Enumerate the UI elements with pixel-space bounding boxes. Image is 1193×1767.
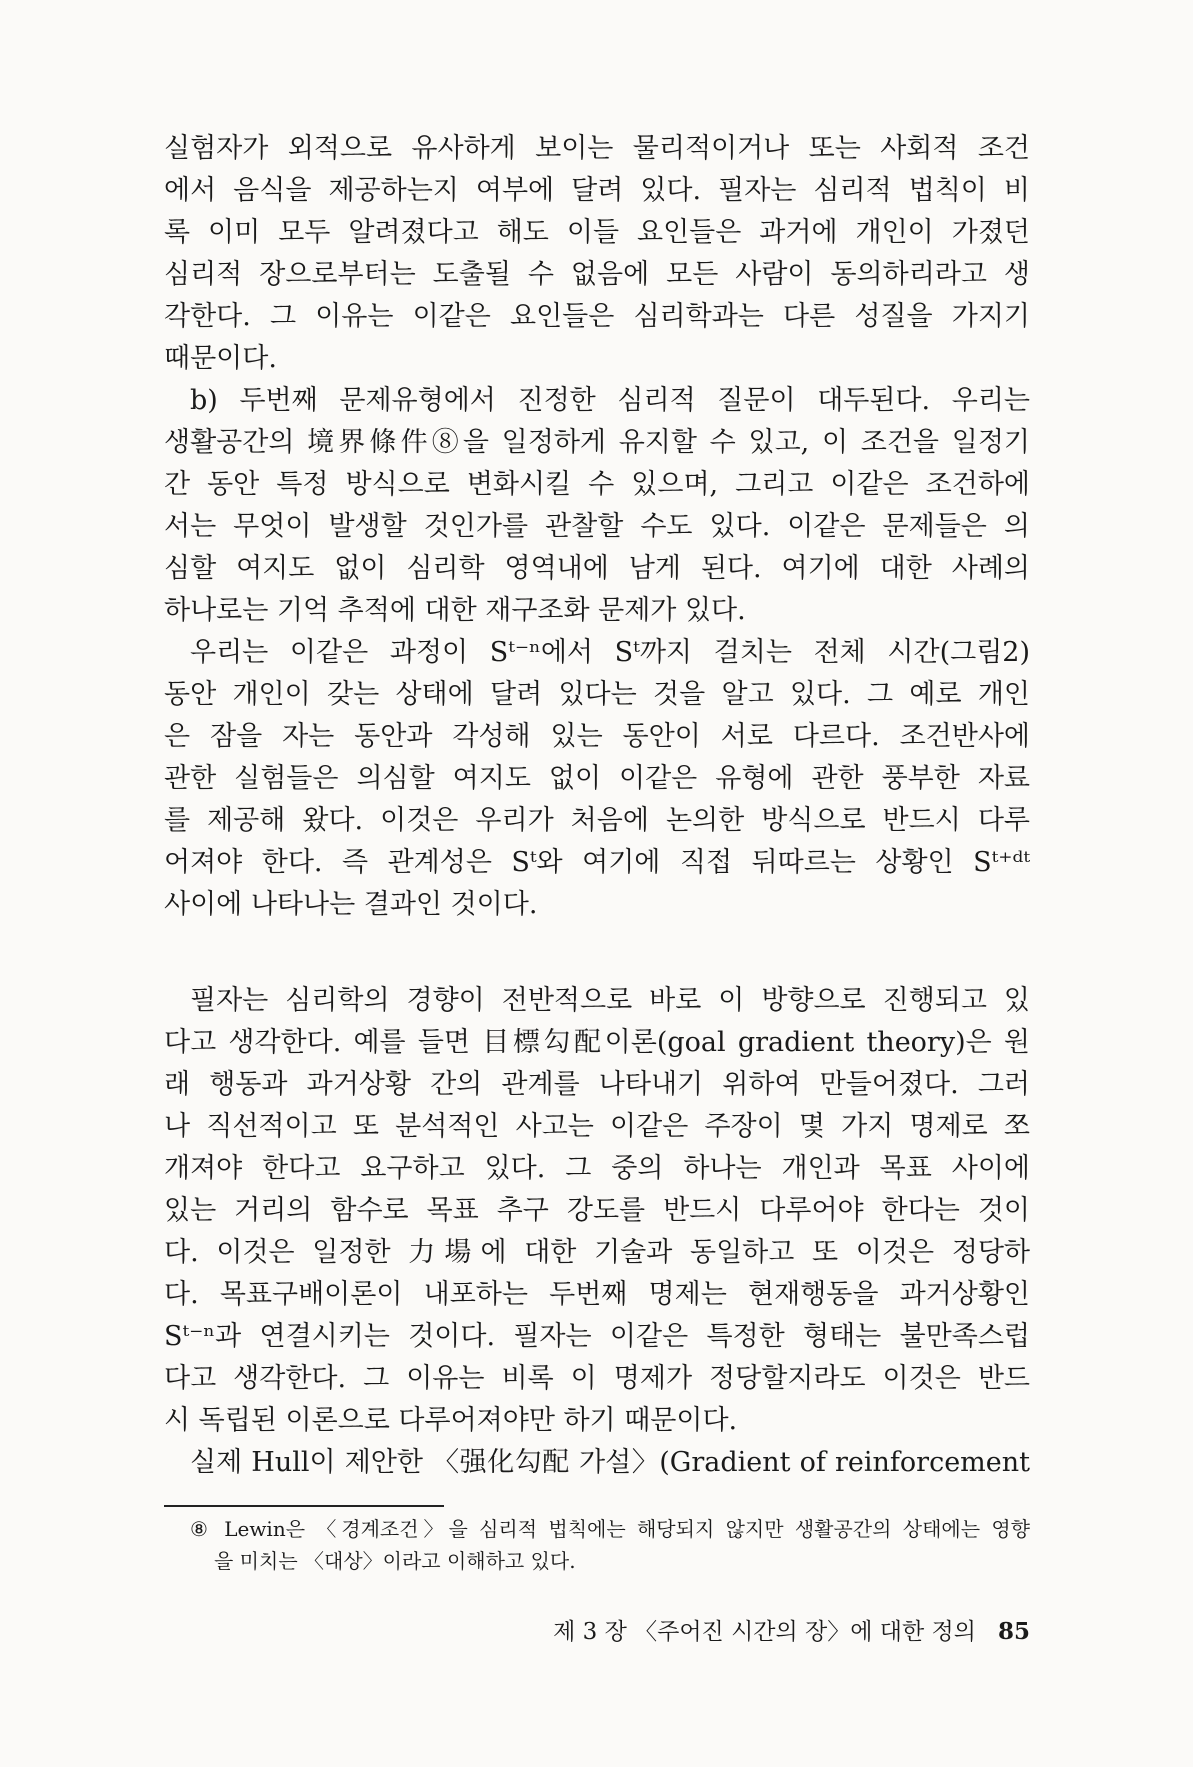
- text-line: 서는 무엇이 발생할 것인가를 관찰할 수도 있다. 이같은 문제들은 의: [164, 511, 1030, 542]
- text-line: 래 행동과 과거상황 간의 관계를 나타내기 위하여 만들어졌다. 그러: [164, 1069, 1030, 1100]
- page-number: 85: [997, 1618, 1030, 1645]
- text-line: 다고 생각한다. 예를 들면 目標勾配이론(goal gradient theory)은 원: [164, 1027, 1030, 1058]
- text-line: 사이에 나타나는 결과인 것이다.: [164, 889, 538, 920]
- footnote-divider: [164, 1505, 444, 1507]
- text-line: 생활공간의 境界條件⑧을 일정하게 유지할 수 있고, 이 조건을 일정기: [164, 427, 1030, 458]
- text-line: 시 독립된 이론으로 다루어져야만 하기 때문이다.: [164, 1405, 738, 1436]
- text-line: 필자는 심리학의 경향이 전반적으로 바로 이 방향으로 진행되고 있: [190, 985, 1030, 1016]
- chapter-title: 제 3 장 〈주어진 시간의 장〉에 대한 정의: [553, 1619, 976, 1645]
- text-line: Sᵗ⁻ⁿ과 연결시키는 것이다. 필자는 이같은 특정한 형태는 불만족스럽: [164, 1321, 1030, 1352]
- text-line: 나 직선적이고 또 분석적인 사고는 이같은 주장이 몇 가지 명제로 쪼: [164, 1111, 1030, 1142]
- text-line: 를 제공해 왔다. 이것은 우리가 처음에 논의한 방식으로 반드시 다루: [164, 805, 1030, 836]
- text-line: 실제 Hull이 제안한 〈强化勾配 가설〉(Gradient of reinforcement: [190, 1447, 1030, 1478]
- text-line: 록 이미 모두 알려졌다고 해도 이들 요인들은 과거에 개인이 가졌던: [164, 217, 1030, 248]
- running-footer: [553, 1615, 1030, 1649]
- text-line: 실험자가 외적으로 유사하게 보이는 물리적이거나 또는 사회적 조건: [164, 133, 1030, 164]
- text-line: 동안 개인이 갖는 상태에 달려 있다는 것을 알고 있다. 그 예로 개인: [164, 679, 1030, 710]
- text-line: 있는 거리의 함수로 목표 추구 강도를 반드시 다루어야 한다는 것이: [164, 1195, 1030, 1226]
- text-line: 각한다. 그 이유는 이같은 요인들은 심리학과는 다른 성질을 가지기: [164, 301, 1030, 332]
- text-line: 개져야 한다고 요구하고 있다. 그 중의 하나는 개인과 목표 사이에: [164, 1153, 1030, 1184]
- text-line: 다고 생각한다. 그 이유는 비록 이 명제가 정당할지라도 이것은 반드: [164, 1363, 1030, 1394]
- text-line: 간 동안 특정 방식으로 변화시킬 수 있으며, 그리고 이같은 조건하에: [164, 469, 1030, 500]
- text-line: 다. 목표구배이론이 내포하는 두번째 명제는 현재행동을 과거상황인: [164, 1279, 1030, 1310]
- footnote-line: 을 미치는 〈대상〉이라고 이해하고 있다.: [214, 1549, 576, 1573]
- text-line: 다. 이것은 일정한 力場에 대한 기술과 동일하고 또 이것은 정당하: [164, 1237, 1030, 1268]
- footnote-line: ⑧ Lewin은 〈경계조건〉을 심리적 법칙에는 해당되지 않지만 생활공간의 상태에는 영향: [190, 1517, 1030, 1541]
- text-line: 때문이다.: [164, 343, 277, 374]
- text-line: 하나로는 기억 추적에 대한 재구조화 문제가 있다.: [164, 595, 746, 626]
- text-line: 어져야 한다. 즉 관계성은 Sᵗ와 여기에 직접 뒤따르는 상황인 Sᵗ⁺ᵈᵗ: [164, 847, 1030, 878]
- text-line: 심리적 장으로부터는 도출될 수 없음에 모든 사람이 동의하리라고 생: [164, 259, 1030, 290]
- text-line: 에서 음식을 제공하는지 여부에 달려 있다. 필자는 심리적 법칙이 비: [164, 175, 1030, 206]
- text-line: 관한 실험들은 의심할 여지도 없이 이같은 유형에 관한 풍부한 자료: [164, 763, 1030, 794]
- text-line: b) 두번째 문제유형에서 진정한 심리적 질문이 대두된다. 우리는: [190, 385, 1030, 416]
- text-line: 은 잠을 자는 동안과 각성해 있는 동안이 서로 다르다. 조건반사에: [164, 721, 1030, 752]
- text-line: 우리는 이같은 과정이 Sᵗ⁻ⁿ에서 Sᵗ까지 걸치는 전체 시간(그림2): [190, 637, 1030, 668]
- text-line: 심할 여지도 없이 심리학 영역내에 남게 된다. 여기에 대한 사례의: [164, 553, 1030, 584]
